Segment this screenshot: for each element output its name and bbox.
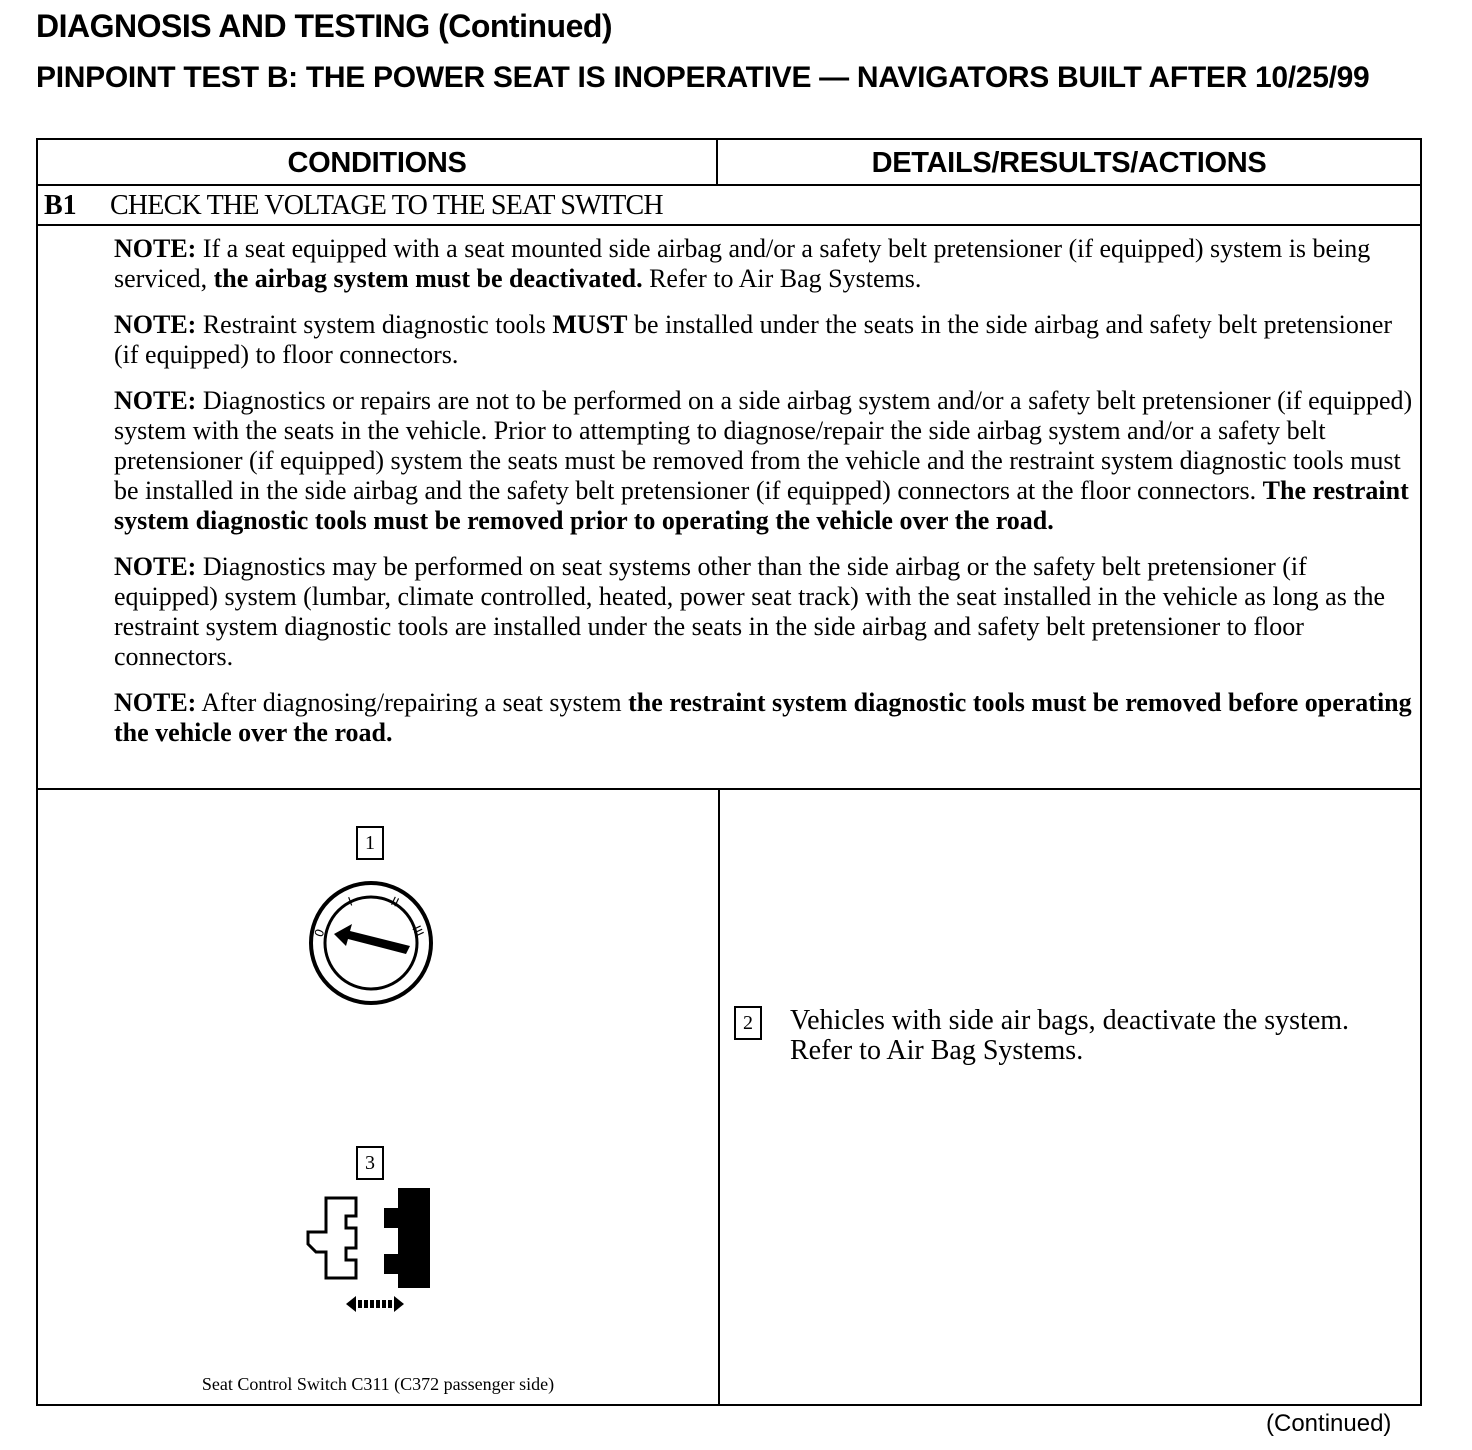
ignition-position-3: III: [409, 923, 427, 939]
ignition-switch-icon: [306, 878, 436, 1008]
connector-icon: [306, 1188, 446, 1318]
callout-2: 2: [734, 1006, 762, 1040]
section-title: DIAGNOSIS AND TESTING (Continued): [36, 8, 613, 44]
step-row: [38, 186, 1420, 226]
figure-caption: Seat Control Switch C311 (C372 passenger side): [201, 1374, 555, 1394]
ignition-position-2: II: [388, 894, 402, 910]
note-1: [114, 234, 1414, 294]
note-text: Restraint system diagnostic tools: [196, 310, 553, 339]
note-3: [114, 386, 1414, 536]
note-text: If a seat equipped with a seat mounted side airbag and/or a safety belt pretensioner (if equipped) system is being serviced,: [114, 234, 1371, 293]
note-bold-text: The restraint system diagnostic tools must be removed prior to operating the vehicle over the road.: [114, 476, 1409, 535]
note-bold-text: the airbag system must be deactivated.: [213, 264, 643, 293]
action-cell: [720, 790, 1420, 1404]
callout-3: 3: [356, 1146, 384, 1180]
details-results-actions-header: DETAILS/RESULTS/ACTIONS: [871, 147, 1267, 179]
note-5: [114, 688, 1414, 748]
note-label: NOTE:: [114, 688, 197, 717]
note-bold-text: MUST: [552, 310, 628, 339]
note-label: NOTE:: [114, 234, 197, 263]
continued-footer: (Continued): [1266, 1410, 1392, 1437]
note-text: be installed under the seats in the side airbag and safety belt pretensioner (if equipped) to floor connectors.: [114, 310, 1393, 369]
pinpoint-test-table: [36, 138, 1422, 1406]
table-header-row: [38, 140, 1420, 186]
note-text: Diagnostics may be performed on seat systems other than the side airbag or the safety belt pretensioner (if equipped) system (lumbar, climate controlled, heated, power seat track) with the seat installed in the vehicle as long as the restraint system diagnostic tools are installed under the seats in the side airbag and safety belt pretensioner to floor connectors.: [114, 552, 1386, 671]
note-text: After diagnosing/repairing a seat system: [196, 688, 629, 717]
ignition-position-0: 0: [311, 927, 328, 940]
ignition-position-1: I: [346, 894, 355, 909]
note-bold-text: the restraint system diagnostic tools must be removed before operating the vehicle over the road.: [114, 688, 1412, 747]
conditions-figure-cell: [38, 790, 720, 1404]
note-label: NOTE:: [114, 386, 197, 415]
step-title: CHECK THE VOLTAGE TO THE SEAT SWITCH: [110, 190, 663, 221]
conditions-header: CONDITIONS: [38, 140, 718, 184]
step-id: B1: [44, 190, 77, 221]
notes-block: [38, 226, 1420, 790]
note-2: [114, 310, 1414, 370]
note-text: Diagnostics or repairs are not to be performed on a side airbag system and/or a safety belt pretensioner (if equipped) system with the seats in the vehicle. Prior to attempting to diagnose/repair the side airbag system and/or a safety belt pretensioner (if equipped) system the seats must be removed from the vehicle and the restraint system diagnostic tools must be installed in the side airbag and the safety belt pretensioner (if equipped) connectors at the floor connectors.: [114, 386, 1413, 505]
note-label: NOTE:: [114, 552, 197, 581]
callout-1: 1: [356, 826, 384, 860]
note-4: [114, 552, 1414, 672]
pinpoint-test-title: PINPOINT TEST B: THE POWER SEAT IS INOPERATIVE — NAVIGATORS BUILT AFTER 10/25/99: [36, 61, 1370, 94]
action-text: Vehicles with side air bags, deactivate the system. Refer to Air Bag Systems.: [790, 1005, 1350, 1066]
note-text: Refer to Air Bag Systems.: [642, 264, 922, 293]
note-label: NOTE:: [114, 310, 197, 339]
